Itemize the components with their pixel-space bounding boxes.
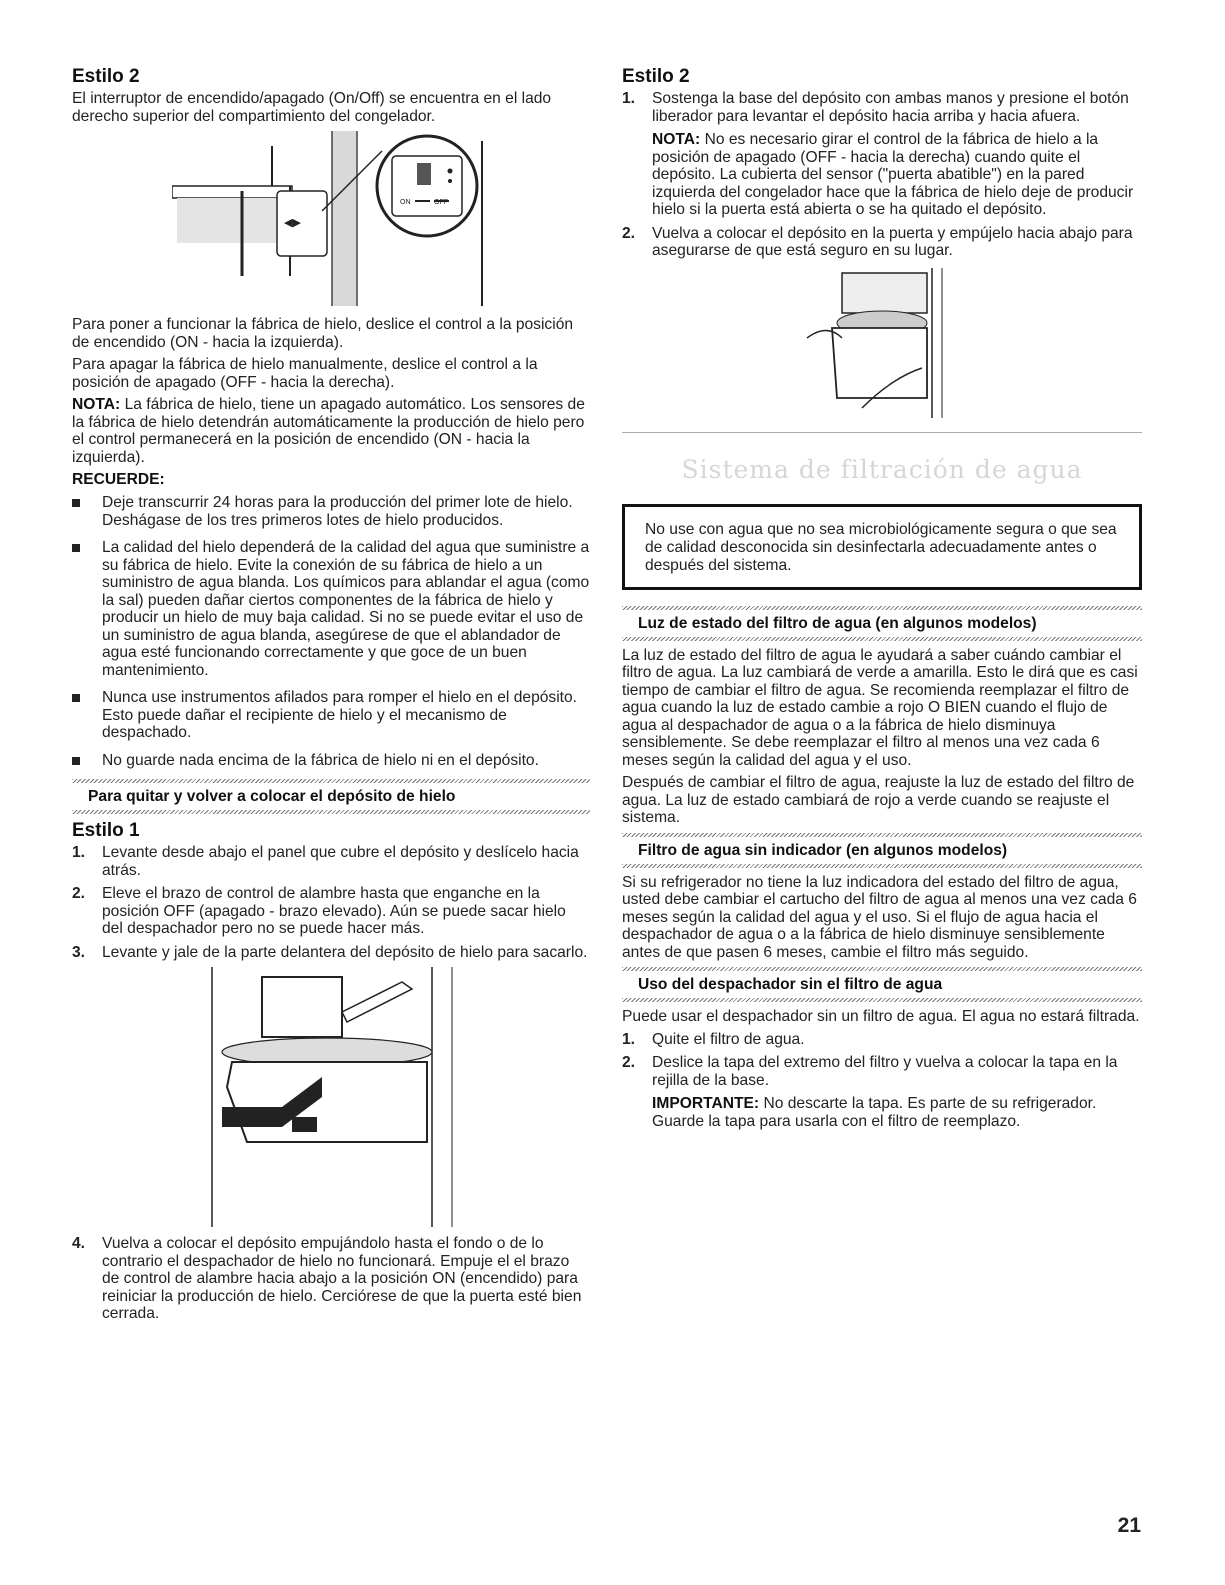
bullet-square-icon <box>72 694 80 702</box>
warning-text: No use con agua que no sea microbiológicamente segura o que sea de calidad desconocida sin desinfectarla adecuadamente antes o después del sistema. <box>645 520 1117 574</box>
estilo2-heading: Estilo 2 <box>72 66 140 87</box>
nota-text: La fábrica de hielo, tiene un apagado automático. Los sensores de la fábrica de hielo detendrán automáticamente la producción de hielo pero el control permanecerá en la posición de encendido (ON - hacia la izquierda). <box>72 396 585 466</box>
step-number: 2. <box>622 224 636 242</box>
bullet-square-icon <box>72 544 80 552</box>
nota-right-paragraph <box>652 131 1142 219</box>
step-number: 1. <box>622 1030 636 1048</box>
bin-replace-illustration <box>802 268 962 418</box>
importante-paragraph <box>652 1095 1142 1130</box>
bin-removal-illustration <box>207 967 467 1227</box>
luz-paragraph-1: La luz de estado del filtro de agua le ayudará a saber cuándo cambiar el filtro de agua. La luz cambiará de verde a amarilla. Esto le dirá que es casi tiempo de cambiar el filtro de agua. Se recomienda reemplazar el filtro de agua cuando la luz de estado cambie a rojo O BIEN cuando el flujo de agua al despachador de agua o a la fábrica de hielo disminuya sensiblemente. Se debe reemplazar el filtro al menos una vez cada 6 meses según la calidad del agua y el uso. <box>622 646 1138 769</box>
fig1-on-label: ON <box>400 199 411 206</box>
step-number: 2. <box>72 885 86 902</box>
subhead-sin-indicador: Filtro de agua sin indicador (en algunos modelos) <box>622 833 1142 868</box>
subhead-uso: Uso del despachador sin el filtro de agua <box>622 967 1142 1002</box>
fig1-off-label: OFF <box>434 199 448 206</box>
list-item <box>72 494 590 529</box>
step-item <box>622 1054 1142 1130</box>
uso-steps <box>622 1031 1142 1131</box>
step-text: Vuelva a colocar el depósito empujándolo hasta el fondo o de lo contrario el despachador de hielo no funcionará. Empuje el el brazo de control de alambre hacia abajo a la posición ON (encendido) para reiniciar la producción de hielo. Cerciórese de que la puerta esté bien cerrada. <box>102 1235 582 1322</box>
right-column <box>622 62 1142 1136</box>
step-text: Levante desde abajo el panel que cubre el depósito y deslícelo hacia atrás. <box>102 844 579 879</box>
nota-paragraph <box>72 396 590 466</box>
list-item-text: La calidad del hielo dependerá de la calidad del agua que suministre a su fábrica de hielo. Evite la conexión de su fábrica de hielo a un suministro de agua blanda. Los químicos para ablandar el agua (como la sal) pueden dañar ciertos componentes de la fábrica de hielo y producir un hielo de muy baja calidad. Si no se puede evitar el uso de un suministro de agua blanda, asegúrese de que el ablandador de agua esté funcionando correctamente y que goce de un buen mantenimiento. <box>102 539 590 679</box>
nota-label: NOTA: <box>72 396 121 413</box>
list-item <box>72 689 590 742</box>
step-item <box>622 1031 1142 1049</box>
estilo2-steps <box>622 90 1142 260</box>
subhead-quitar: Para quitar y volver a colocar el depósito de hielo <box>72 779 590 814</box>
p-off: Para apagar la fábrica de hielo manualmente, deslice el control a la posición de apagado (OFF - hacia la derecha). <box>72 356 538 391</box>
bullet-square-icon <box>72 757 80 765</box>
step-number: 1. <box>622 90 636 107</box>
step-number: 2. <box>622 1054 636 1071</box>
luz-paragraph-2: Después de cambiar el filtro de agua, reajuste la luz de estado del filtro de agua. La luz de estado cambiará de rojo a verde cuando se reajuste el sistema. <box>622 774 1135 826</box>
step-number: 1. <box>72 844 86 861</box>
step-item <box>72 885 590 938</box>
estilo1-steps <box>72 844 590 961</box>
estilo2-right-heading: Estilo 2 <box>622 66 690 87</box>
step-item <box>622 90 1142 219</box>
page-number: 21 <box>1117 1514 1141 1537</box>
nota-right-label: NOTA: <box>652 131 701 148</box>
step-item <box>72 1235 590 1323</box>
list-item-text: No guarde nada encima de la fábrica de hielo ni en el depósito. <box>102 751 539 769</box>
step-text: Quite el filtro de agua. <box>652 1030 805 1048</box>
switch-illustration <box>172 131 502 306</box>
bullet-square-icon <box>72 499 80 507</box>
estilo1-heading: Estilo 1 <box>72 820 140 841</box>
left-column <box>72 62 590 1329</box>
step-item <box>622 225 1142 260</box>
estilo1-step4 <box>72 1235 590 1323</box>
subhead-luz: Luz de estado del filtro de agua (en algunos modelos) <box>622 606 1142 641</box>
step-text: Levante y jale de la parte delantera del depósito de hielo para sacarlo. <box>102 943 588 961</box>
estilo2-text: El interruptor de encendido/apagado (On/Off) se encuentra en el lado derecho superior del compartimiento del congelador. <box>72 90 552 125</box>
list-item <box>72 752 590 770</box>
svg-text:◀▶: ◀▶ <box>284 217 301 229</box>
step-text: Sostenga la base del depósito con ambas manos y presione el botón liberador para levantar el depósito hacia arriba y hacia afuera. <box>652 90 1129 125</box>
step-text: Vuelva a colocar el depósito en la puerta y empújelo hacia abajo para asegurarse de que está seguro en su lugar. <box>652 224 1133 259</box>
step-item <box>72 944 590 962</box>
step-number: 4. <box>72 1235 86 1252</box>
importante-text: No descarte la tapa. Es parte de su refrigerador. Guarde la tapa para usarla con el filtro de reemplazo. <box>652 1095 1097 1130</box>
step-number: 3. <box>72 943 86 961</box>
importante-label: IMPORTANTE: <box>652 1095 760 1112</box>
uso-paragraph: Puede usar el despachador sin un filtro de agua. El agua no estará filtrada. <box>622 1008 1140 1025</box>
step-text: Eleve el brazo de control de alambre hasta que enganche en la posición OFF (apagado - brazo elevado). Aún se puede sacar hielo del despachador pero no se puede hacer más. <box>102 885 566 937</box>
recuerde-list <box>72 494 590 769</box>
section-title: Sistema de filtración de agua <box>622 432 1142 484</box>
list-item-text: Nunca use instrumentos afilados para romper el hielo en el depósito. Esto puede dañar el recipiente de hielo y el mecanismo de despachado. <box>102 689 578 741</box>
list-item <box>72 539 590 679</box>
step-text: Deslice la tapa del extremo del filtro y vuelva a colocar la tapa en la rejilla de la base. <box>652 1054 1118 1089</box>
p-on: Para poner a funcionar la fábrica de hielo, deslice el control a la posición de encendido (ON - hacia la izquierda). <box>72 316 574 351</box>
sin-indicador-paragraph: Si su refrigerador no tiene la luz indicadora del estado del filtro de agua, usted debe cambiar el cartucho del filtro de agua al menos una vez cada 6 meses según la calidad del agua y el uso. Si el flujo de agua hacia el despachador de agua o a la fábrica de hielo disminuye sensiblemente antes de que pasen 6 meses, cambie el filtro más seguido. <box>622 873 1137 961</box>
nota-right-text: No es necesario girar el control de la fábrica de hielo a la posición de apagado (OFF - hacia la derecha) cuando quite el depósito. La cubierta del sensor ("puerta abatible") en la pared izquierda del congelador hace que la fábrica de hielo deje de producir hielo si la puerta está abierta o se ha quitado el depósito. <box>652 131 1134 218</box>
recuerde-heading: RECUERDE: <box>72 471 165 488</box>
list-item-text: Deje transcurrir 24 horas para la producción del primer lote de hielo. Deshágase de los tres primeros lotes de hielo producidos. <box>102 494 573 529</box>
step-item <box>72 844 590 879</box>
warning-box <box>622 504 1142 590</box>
